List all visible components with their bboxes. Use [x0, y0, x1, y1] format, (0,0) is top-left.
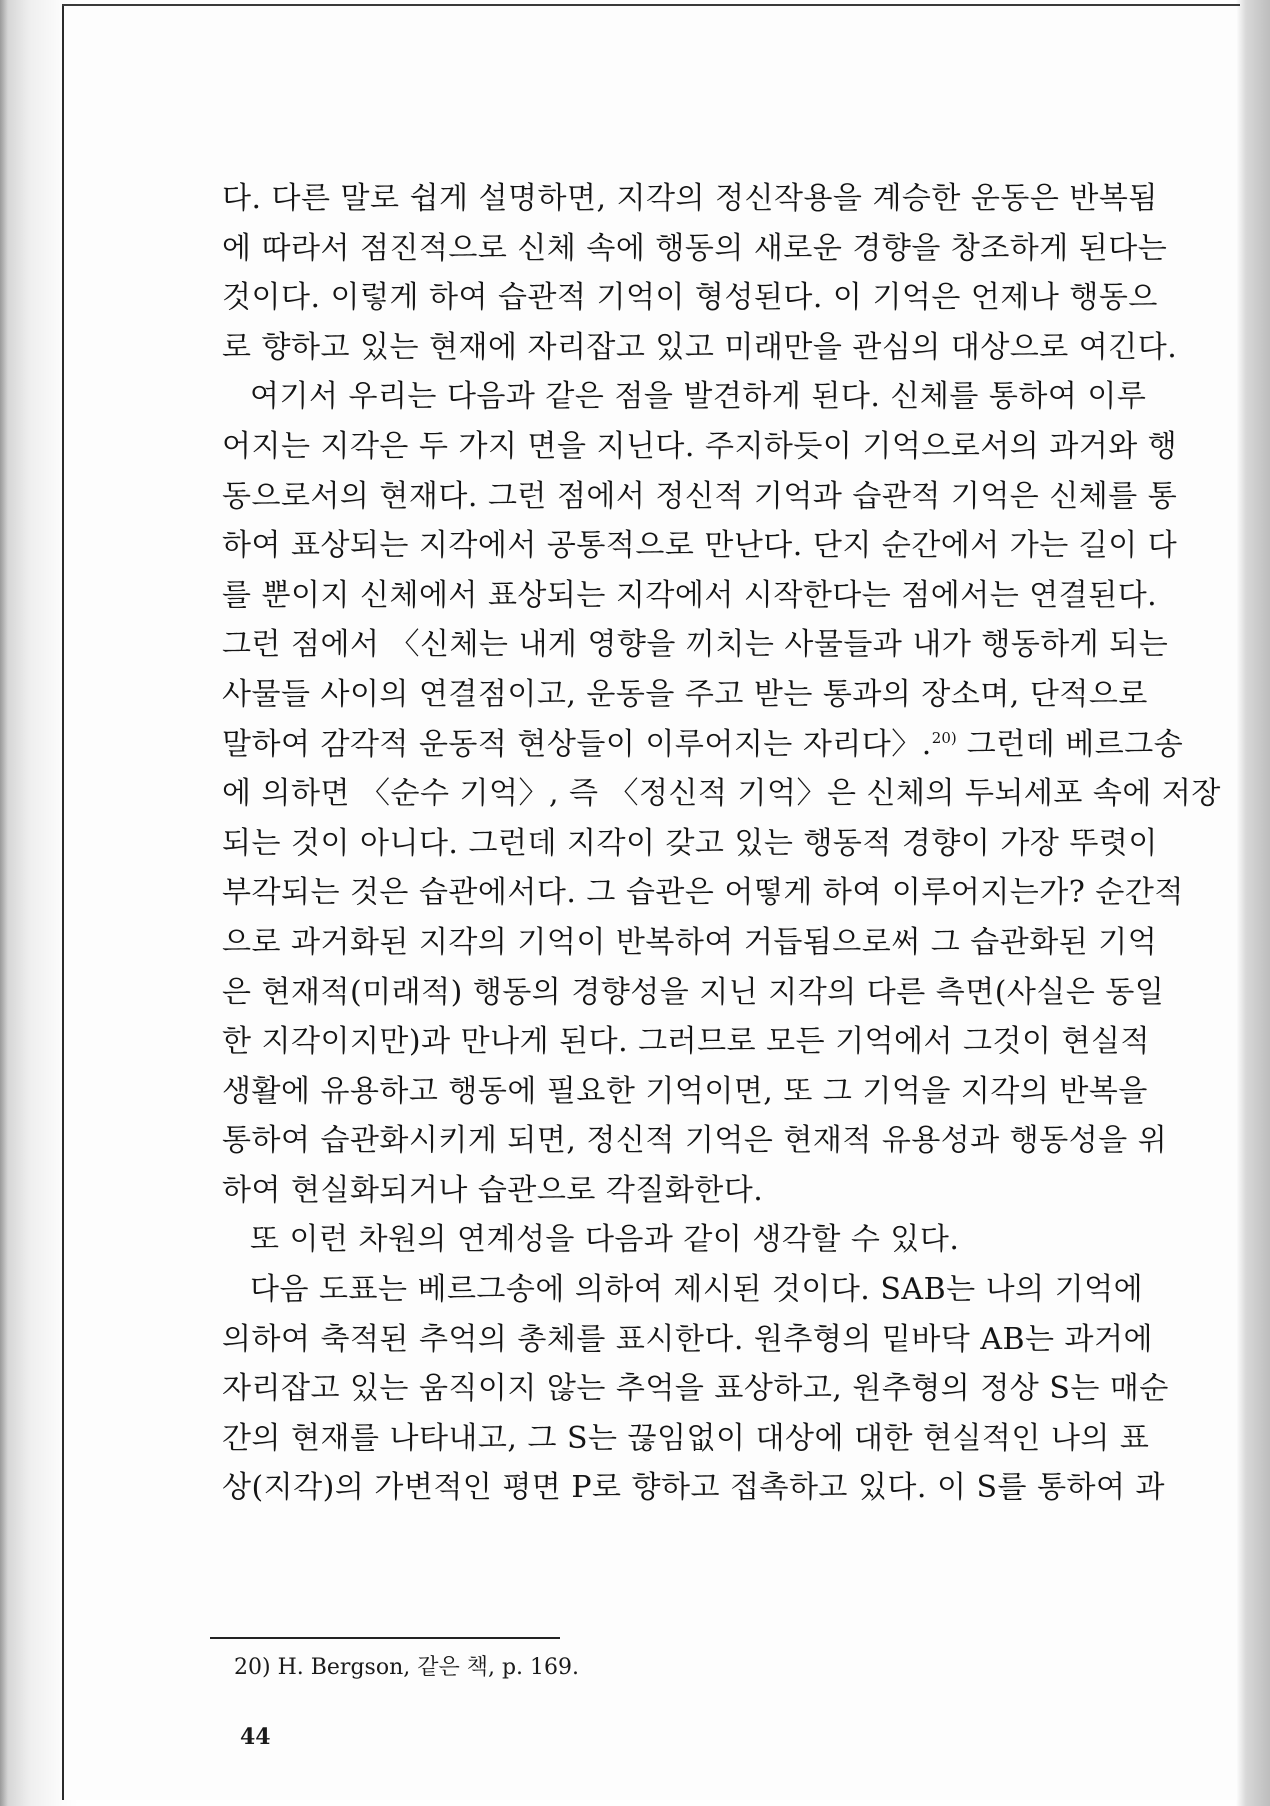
body-text: [222, 174, 1221, 1513]
text-line: 생활에 유용하고 행동에 필요한 기억이면, 또 그 기억을 지각의 반복을: [222, 1073, 1148, 1109]
text-line: 의하여 축적된 추억의 총체를 표시한다. 원추형의 밑바닥 AB는 과거에: [222, 1321, 1153, 1357]
page-right-shadow: [1236, 0, 1270, 1806]
footnote-ref: 20): [931, 728, 957, 747]
text-line: 어지는 지각은 두 가지 면을 지닌다. 주지하듯이 기억으로서의 과거와 행: [222, 428, 1178, 464]
text-line: 여기서 우리는 다음과 같은 점을 발견하게 된다. 신체를 통하여 이루: [250, 379, 1147, 415]
text-line: [222, 720, 1184, 770]
page-left-edge: [62, 6, 64, 1800]
footnote-rule: [210, 1637, 560, 1639]
text-line: 한 지각이지만)과 만나게 된다. 그러므로 모든 기억에서 그것이 현실적: [222, 1024, 1150, 1060]
text-line: 그런 점에서 〈신체는 내게 영향을 끼치는 사물들과 내가 행동하게 되는: [222, 627, 1169, 663]
text-line: 부각되는 것은 습관에서다. 그 습관은 어떻게 하여 이루어지는가? 순간적: [222, 875, 1184, 911]
footnote: 20) H. Bergson, 같은 책, p. 169.: [234, 1655, 580, 1680]
text-line: 다. 다른 말로 쉽게 설명하면, 지각의 정신작용을 계승한 운동은 반복됨: [222, 181, 1158, 216]
text-line: 하여 현실화되거나 습관으로 각질화한다.: [222, 1172, 764, 1208]
text-line: 사물들 사이의 연결점이고, 운동을 주고 받는 통과의 장소며, 단적으로: [222, 676, 1148, 712]
text-line: 은 현재적(미래적) 행동의 경향성을 지닌 지각의 다른 측면(사실은 동일: [222, 974, 1165, 1010]
text-line: 통하여 습관화시키게 되면, 정신적 기억은 현재적 유용성과 행동성을 위: [222, 1123, 1168, 1159]
text-line: 상(지각)의 가변적인 평면 P로 향하고 접촉하고 있다. 이 S를 통하여 과: [222, 1470, 1166, 1506]
text-line: 동으로서의 현재다. 그런 점에서 정신적 기억과 습관적 기억은 신체를 통: [222, 478, 1178, 514]
text-line: 다음 도표는 베르그송에 의하여 제시된 것이다. SAB는 나의 기억에: [250, 1272, 1144, 1308]
text-line: 것이다. 이렇게 하여 습관적 기억이 형성된다. 이 기억은 언제나 행동으: [222, 280, 1158, 316]
text-line: 하여 표상되는 지각에서 공통적으로 만난다. 단지 순간에서 가는 길이 다: [222, 528, 1178, 564]
page-top-edge: [62, 4, 1240, 6]
text-line: 또 이런 차원의 연계성을 다음과 같이 생각할 수 있다.: [250, 1222, 960, 1258]
quote-text: 말하여 감각적 운동적 현상들이 이루어지는 자리다〉.: [222, 726, 932, 762]
text-line: 되는 것이 아니다. 그런데 지각이 갖고 있는 행동적 경향이 가장 뚜렷이: [222, 825, 1158, 861]
page-number: 44: [240, 1724, 271, 1750]
text-line: 자리잡고 있는 움직이지 않는 추억을 표상하고, 원추형의 정상 S는 매순: [222, 1371, 1169, 1407]
text-line: 으로 과거화된 지각의 기억이 반복하여 거듭됨으로써 그 습관화된 기억: [222, 924, 1158, 960]
continuation-text: 그런데 베르그송: [966, 726, 1184, 762]
text-line: 로 향하고 있는 현재에 자리잡고 있고 미래만을 관심의 대상으로 여긴다.: [222, 329, 1178, 365]
text-line: 에 의하면 〈순수 기억〉, 즉 〈정신적 기억〉은 신체의 두뇌세포 속에 저장: [222, 776, 1221, 812]
text-line: 를 뿐이지 신체에서 표상되는 지각에서 시작한다는 점에서는 연결된다.: [222, 577, 1158, 613]
text-line: 에 따라서 점진적으로 신체 속에 행동의 새로운 경향을 창조하게 된다는: [222, 230, 1168, 266]
text-line: 간의 현재를 나타내고, 그 S는 끊임없이 대상에 대한 현실적인 나의 표: [222, 1420, 1150, 1456]
